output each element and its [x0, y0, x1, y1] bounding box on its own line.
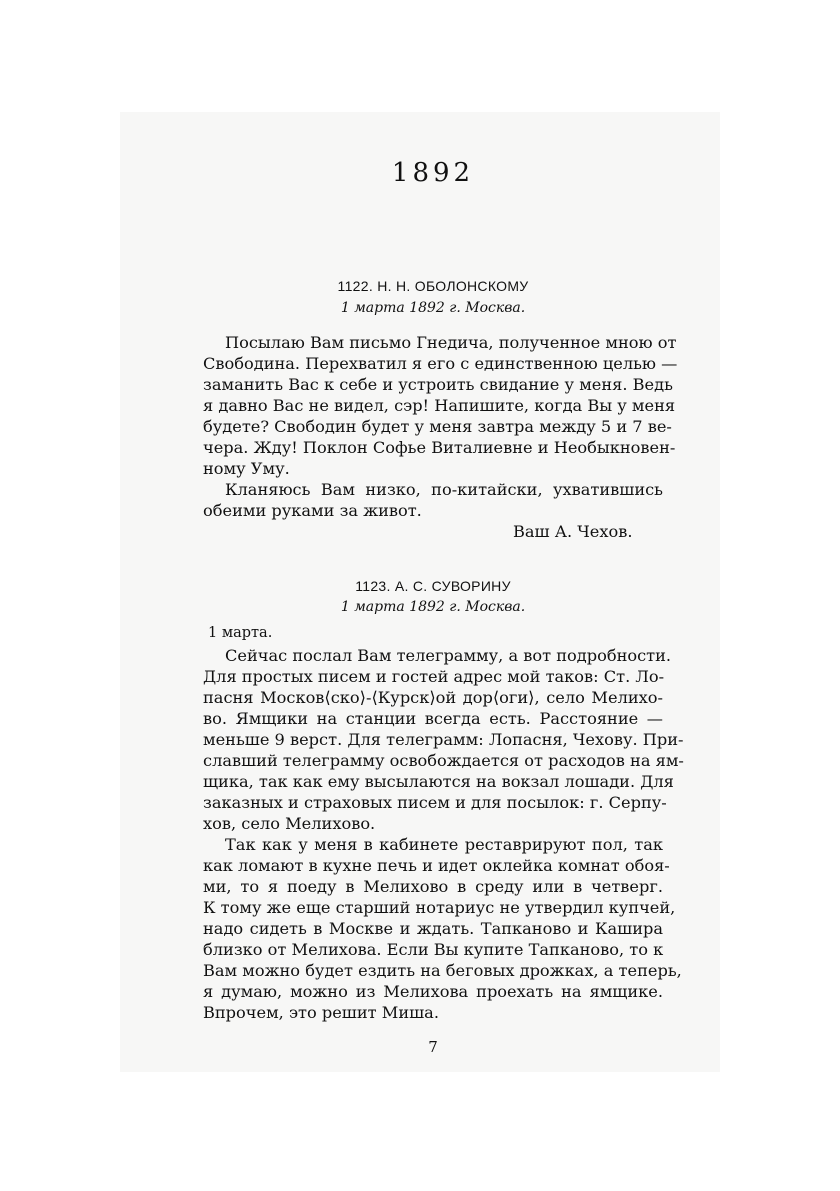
dateline: 1 марта.: [208, 625, 273, 641]
text-line: Так как у меня в кабинете реставрируют пол, так: [225, 835, 663, 854]
text-line: во. Ямщики на станции всегда есть. Расстояние —: [203, 709, 663, 728]
text-line: К тому же еще старший нотариус не утвердил купчей,: [203, 898, 676, 917]
text-line: ному Уму.: [203, 459, 290, 478]
text-line: Вам можно будет ездить на беговых дрожках, а теперь,: [203, 961, 682, 980]
text-line: обеими руками за живот.: [203, 501, 422, 520]
text-line: щика, так как ему высылаются на вокзал лошади. Для: [203, 772, 674, 791]
letter-title: 1123. А. С. СУВОРИНУ: [355, 578, 511, 594]
text-line: я думаю, можно из Мелихова проехать на ямщике.: [203, 982, 663, 1001]
text-line: заказных и страховых писем и для посылок: г. Серпу-: [203, 793, 667, 812]
text-line: ми, то я поеду в Мелихово в среду или в четверг.: [203, 877, 663, 896]
text-line: хов, село Мелихово.: [203, 814, 376, 833]
text-line: Сейчас послал Вам телеграмму, а вот подробности.: [225, 646, 672, 665]
text-line: я давно Вас не видел, сэр! Напишите, когда Вы у меня: [203, 396, 676, 415]
text-line: славший телеграмму освобождается от расходов на ям-: [203, 751, 684, 770]
text-line: заманить Вас к себе и устроить свидание у меня. Ведь: [203, 375, 673, 394]
text-line: чера. Жду! Поклон Софье Виталиевне и Необыкновен-: [203, 438, 676, 457]
text-line: меньше 9 верст. Для телеграмм: Лопасня, Чехову. При-: [203, 730, 684, 749]
text-line: Свободина. Перехватил я его с единственною целью —: [203, 354, 678, 373]
letter-date: 1 марта 1892 г. Москва.: [340, 300, 526, 316]
signature: Ваш А. Чехов.: [513, 522, 633, 541]
text-line: Посылаю Вам письмо Гнедича, полученное мною от: [225, 333, 677, 352]
text-line: Для простых писем и гостей адрес мой таков: Ст. Ло-: [203, 667, 665, 686]
letter-title: 1122. Н. Н. ОБОЛОНСКОМУ: [337, 278, 529, 294]
text-line: пасня Москов⟨ско⟩-⟨Курск⟩ой дор⟨оги⟩, село Мелихо-: [203, 688, 663, 707]
text-line: Впрочем, это решит Миша.: [203, 1003, 439, 1022]
page-number: 7: [428, 1038, 438, 1056]
text-line: Кланяюсь Вам низко, по-китайски, ухватившись: [225, 480, 663, 499]
text-line: близко от Мелихова. Если Вы купите Тапканово, то к: [203, 940, 664, 959]
text-line: будете? Свободин будет у меня завтра между 5 и 7 ве-: [203, 417, 672, 436]
text-line: как ломают в кухне печь и идет оклейка комнат обоя-: [203, 856, 670, 875]
text-line: надо сидеть в Москве и ждать. Тапканово и Кашира: [203, 919, 663, 938]
year-heading: 1892: [391, 158, 475, 188]
letter-date: 1 марта 1892 г. Москва.: [340, 599, 526, 615]
